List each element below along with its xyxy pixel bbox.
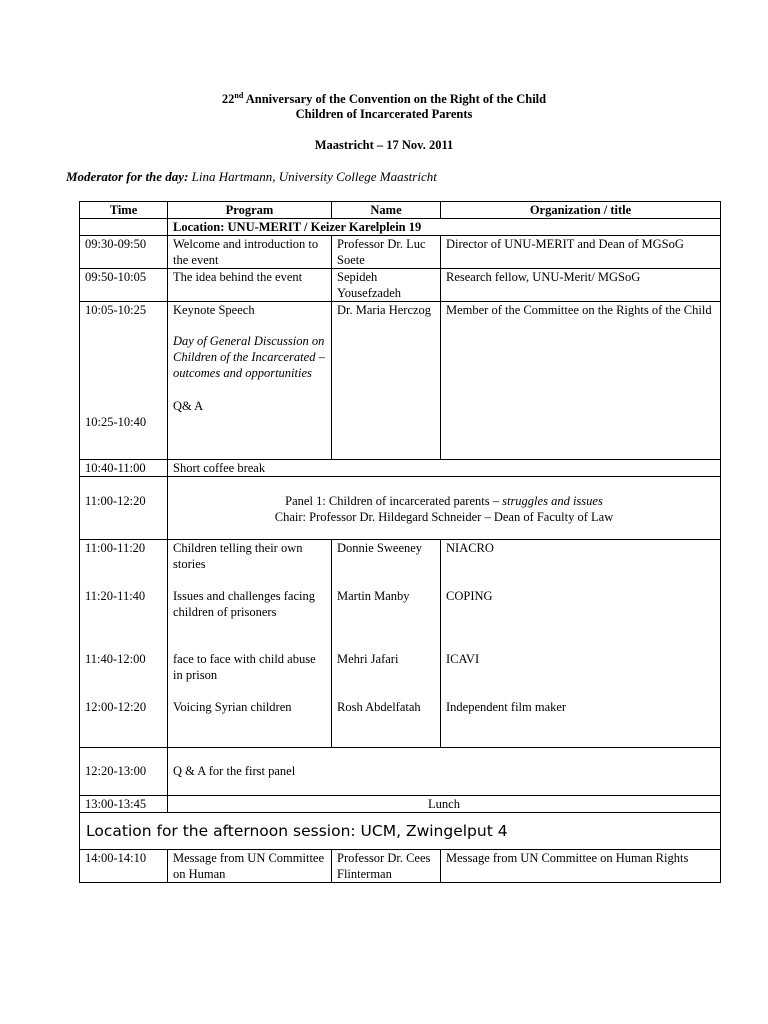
row-org: Message from UN Committee on Human Rights [441,850,721,883]
lunch-time: 13:00-13:45 [80,796,168,813]
qa-panel-program: Q & A for the first panel [168,748,721,796]
table-header-row [80,202,721,219]
document-subtitle: Children of Incarcerated Parents [295,107,473,121]
title-text: Anniversary of the Convention on the Right of the Child [243,92,547,107]
talk-program: Children telling their own stories [173,541,303,571]
talk-program: face to face with child abuse in prison [173,652,316,682]
keynote-subtitle: Day of General Discussion on Children of the Incarcerated – outcomes and opportunities [173,334,325,380]
talk-org: Independent film maker [446,700,567,714]
talk-program: Issues and challenges facing children of prisoners [173,589,315,619]
row-name: Professor Dr. Luc Soete [332,236,441,269]
talk-name: Donnie Sweeney [337,541,423,555]
header-time: Time [80,202,168,219]
keynote-row [80,302,721,460]
panel-title [173,493,715,509]
row-name: Sepideh Yousefzadeh [332,269,441,302]
header-name: Name [332,202,441,219]
keynote-org: Member of the Committee on the Rights of the Child [441,302,721,460]
keynote-qa: Q& A [173,399,204,413]
talk-name: Mehri Jafari [337,652,399,666]
talk-org: NIACRO [446,541,494,555]
keynote-name: Dr. Maria Herczog [332,302,441,460]
panel-row [80,477,721,540]
row-time: 14:00-14:10 [80,850,168,883]
moderator-label: Moderator for the day: [66,169,189,184]
talk-name: Martin Manby [337,589,410,603]
row-time: 09:50-10:05 [80,269,168,302]
header-organization: Organization / title [441,202,721,219]
qa-panel-row [80,748,721,796]
talk-org: ICAVI [446,652,480,666]
table-row [80,236,721,269]
table-row [80,269,721,302]
lunch-row [80,796,721,813]
talk-program: Voicing Syrian children [173,700,292,714]
row-time: 09:30-09:50 [80,236,168,269]
coffee-time: 10:40-11:00 [80,460,168,477]
coffee-program: Short coffee break [168,460,721,477]
row-name: Professor Dr. Cees Flinterman [332,850,441,883]
table-row [80,850,721,883]
location-afternoon-row [80,813,721,850]
place-date: Maastricht – 17 Nov. 2011 [314,138,454,152]
title-superscript: nd [234,91,244,100]
moderator-value: Lina Hartmann, University College Maastricht [188,169,437,184]
keynote-title: Keynote Speech [173,303,255,317]
talk-time: 11:00-11:20 [85,541,146,555]
row-org: Director of UNU-MERIT and Dean of MGSoG [441,236,721,269]
keynote-time: 10:05-10:25 [85,303,147,317]
location-afternoon: Location for the afternoon session: UCM, Zwingelput 4 [80,813,721,850]
talk-org: COPING [446,589,493,603]
row-program: Welcome and introduction to the event [168,236,332,269]
panel-time: 11:00-12:20 [80,477,168,540]
qa-time: 10:25-10:40 [85,415,147,429]
location-morning: Location: UNU-MERIT / Keizer Karelplein 19 [168,219,721,236]
location-row [80,219,721,236]
talk-time: 12:00-12:20 [85,700,147,714]
talk-time: 11:40-12:00 [85,652,146,666]
row-program: The idea behind the event [168,269,332,302]
row-program: Message from UN Committee on Human [168,850,332,883]
schedule-table [79,201,721,883]
coffee-row [80,460,721,477]
talk-name: Rosh Abdelfatah [337,700,421,714]
panel-title-text: Panel 1: Children of incarcerated parents – [285,494,503,508]
lunch-program: Lunch [168,796,721,813]
panel-title-italic: struggles and issues [502,494,603,508]
moderator-line [66,169,437,185]
talk-time: 11:20-11:40 [85,589,146,603]
title-number: 22 [221,92,235,107]
panel-talks-row [80,540,721,748]
document-title [0,91,768,107]
qa-panel-time: 12:20-13:00 [80,748,168,796]
panel-chair: Chair: Professor Dr. Hildegard Schneider – Dean of Faculty of Law [274,510,614,524]
header-program: Program [168,202,332,219]
row-org: Research fellow, UNU-Merit/ MGSoG [441,269,721,302]
